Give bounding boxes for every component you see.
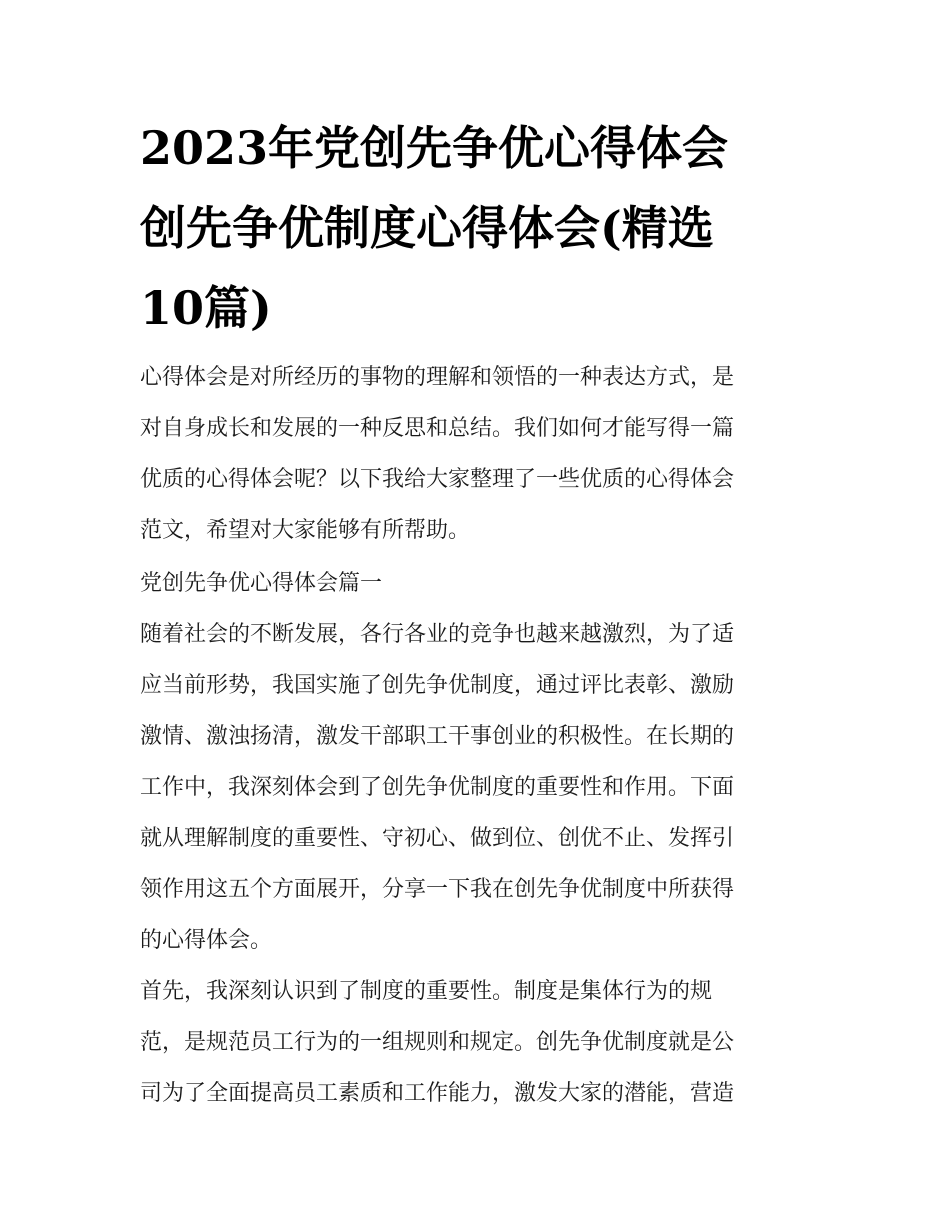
- text-line: 司为了全面提高员工素质和工作能力，激发大家的潜能，营造: [140, 1081, 735, 1106]
- text-line: 优质的心得体会呢？以下我给大家整理了一些优质的心得体会: [140, 467, 735, 492]
- text-line: 范，是规范员工行为的一组规则和规定。创先争优制度就是公: [140, 1030, 735, 1055]
- text-line: 的心得体会。: [140, 928, 273, 953]
- text-line: 激情、激浊扬清，激发干部职工干事创业的积极性。在长期的: [140, 724, 735, 749]
- document-body: [140, 352, 820, 1119]
- body-paragraph-2: [140, 966, 820, 1119]
- text-line: 工作中，我深刻体会到了创先争优制度的重要性和作用。下面: [140, 775, 735, 800]
- text-line: 首先，我深刻认识到了制度的重要性。制度是集体行为的规: [140, 979, 713, 1004]
- text-line: 领作用这五个方面展开，分享一下我在创先争优制度中所获得: [140, 877, 735, 902]
- title-line: 2023年党创先争优心得体会: [140, 121, 729, 175]
- text-line: 心得体会是对所经历的事物的理解和领悟的一种表达方式，是: [140, 365, 735, 390]
- text-line: 就从理解制度的重要性、守初心、做到位、创优不止、发挥引: [140, 826, 735, 851]
- intro-paragraph: [140, 352, 820, 556]
- title-line: 10篇): [140, 281, 272, 335]
- text-line: 党创先争优心得体会篇一: [140, 571, 383, 596]
- text-line: 范文，希望对大家能够有所帮助。: [140, 518, 471, 543]
- section-heading: [140, 558, 820, 609]
- document-title: [140, 108, 780, 348]
- body-paragraph-1: [140, 609, 820, 966]
- text-line: 应当前形势，我国实施了创先争优制度，通过评比表彰、激励: [140, 673, 735, 698]
- title-line: 创先争优制度心得体会(精选: [140, 201, 714, 255]
- text-line: 对自身成长和发展的一种反思和总结。我们如何才能写得一篇: [140, 416, 735, 441]
- text-line: 随着社会的不断发展，各行各业的竞争也越来越激烈，为了适: [140, 622, 735, 647]
